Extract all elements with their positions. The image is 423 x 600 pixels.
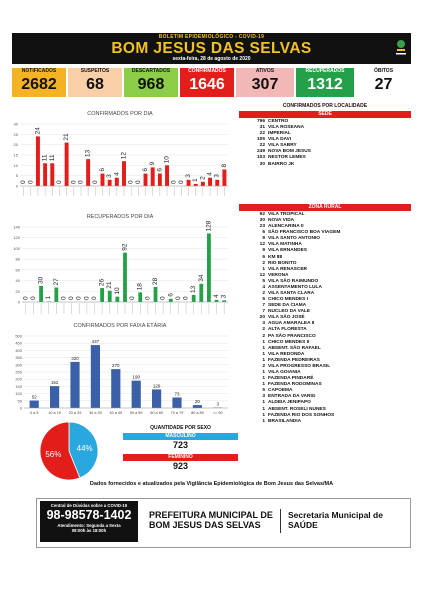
data-label: 0 — [68, 296, 76, 300]
data-label: 0 — [60, 296, 68, 300]
bar — [215, 300, 219, 302]
stat-label: NOTIFICADOS — [21, 68, 57, 74]
x-tick-label: 50 a 59 — [129, 411, 143, 415]
sex-summary-title: QUANTIDADE POR SEXO — [150, 425, 211, 431]
data-label: 3 — [213, 174, 221, 178]
location-name: ABSENT. ROSELI NUNES — [268, 406, 326, 412]
data-label: 0 — [182, 296, 190, 300]
location-count: 1 — [262, 400, 265, 406]
y-tick-label: 10 — [13, 162, 18, 168]
location-name: VILA RENASCER — [268, 266, 308, 272]
location-count: 103 — [256, 155, 265, 161]
city-logo-icon — [394, 37, 408, 59]
female-label: FEMININO — [123, 454, 238, 461]
data-label: 20 — [194, 399, 200, 405]
bulletin-title: BOM JESUS DAS SELVAS — [111, 40, 312, 57]
stat-descartados — [124, 68, 178, 97]
location-name: CENTRO — [268, 119, 289, 124]
location-count: 2 — [262, 363, 265, 369]
data-label: 13 — [190, 285, 198, 294]
data-label: 92 — [121, 243, 129, 251]
y-tick-label: 100 — [15, 391, 22, 397]
bar — [138, 292, 142, 302]
bar — [154, 287, 158, 302]
data-label: 6 — [156, 167, 164, 172]
bar — [108, 291, 112, 302]
stat-value: 68 — [86, 76, 104, 93]
bar — [123, 253, 127, 302]
y-tick-label: 300 — [15, 362, 22, 368]
stat-recuperados — [296, 68, 354, 97]
data-label: 11 — [41, 154, 49, 162]
data-label: 52 — [31, 394, 37, 400]
location-count: 6 — [262, 254, 265, 260]
location-count: 92 — [259, 212, 265, 217]
location-name: NUCLEO DA VALE — [268, 309, 311, 315]
data-label: 0 — [127, 180, 135, 184]
location-name: CHICO MENDES II — [268, 339, 310, 345]
location-count: 1 — [262, 382, 265, 388]
location-name: VILA TROPICAL — [268, 212, 305, 217]
sex-pie-chart — [34, 420, 104, 482]
y-tick-label: 40 — [15, 278, 20, 284]
bar — [187, 180, 191, 186]
secretaria-line2: SAÚDE — [288, 519, 318, 530]
hotline-hours-days: Atendimento: Segunda a Sexta — [57, 523, 121, 528]
location-name: IMPERIAL — [268, 131, 291, 137]
female-value: 923 — [172, 461, 189, 471]
data-label: 3 — [185, 174, 193, 178]
data-label: 10 — [113, 287, 121, 295]
bar — [111, 369, 120, 408]
location-name: FAZENDA RODOMINAS — [268, 382, 322, 388]
sede-list — [239, 119, 411, 168]
data-label: 21 — [63, 133, 71, 141]
bar — [43, 163, 47, 186]
location-row — [239, 419, 411, 425]
location-count: 4 — [262, 284, 265, 290]
location-name: ENTRADA DA VARIG — [268, 394, 316, 400]
location-count: 5 — [262, 278, 265, 284]
location-count: 7 — [262, 309, 265, 315]
data-label: 270 — [112, 363, 120, 369]
location-count: 1 — [262, 412, 265, 418]
location-name: VILA SANTA CLARA — [268, 291, 315, 297]
sex-summary — [123, 425, 238, 475]
y-tick-label: 30 — [13, 121, 18, 127]
stat-label: SUSPEITOS — [80, 68, 110, 74]
data-label: 3 — [220, 294, 228, 299]
data-label: 27 — [52, 278, 60, 286]
location-count: 1 — [262, 266, 265, 272]
confirmed-by-age-chart — [8, 320, 232, 420]
x-tick-label: 30 a 39 — [89, 411, 102, 415]
data-label: 3 — [216, 401, 220, 407]
bar — [222, 169, 226, 186]
bar — [115, 297, 119, 302]
location-count: 1 — [262, 418, 265, 424]
rural-list — [239, 212, 411, 425]
bar — [151, 167, 155, 186]
stat-value: 968 — [137, 76, 165, 93]
y-tick-label: 0 — [15, 183, 18, 189]
y-tick-label: 500 — [15, 333, 22, 339]
locations-title: CONFIRMADOS POR LOCALIDADE — [282, 103, 368, 109]
location-name: CHICO MENDES I — [268, 297, 308, 303]
location-count: 6 — [262, 230, 265, 236]
data-label: 4 — [113, 172, 121, 176]
data-label: 0 — [83, 296, 91, 300]
location-count: 31 — [259, 125, 265, 131]
location-count: 249 — [256, 149, 265, 155]
location-count: 1 — [262, 370, 265, 376]
data-label: 0 — [20, 180, 28, 184]
location-name: VILA ERNANDES — [268, 248, 308, 254]
stat-ativos — [236, 68, 294, 97]
location-count: 22 — [259, 143, 265, 149]
bar — [152, 389, 161, 408]
location-count: 3 — [262, 394, 265, 400]
location-count: 3 — [262, 321, 265, 327]
x-tick-label: 40 a 49 — [109, 411, 123, 415]
location-name: VILA PROGRESSO BRASIL — [268, 363, 331, 369]
prefeitura-line1: PREFEITURA MUNICIPAL DE — [149, 510, 273, 520]
location-count: 1 — [262, 345, 265, 351]
data-label: 11 — [48, 154, 56, 162]
location-count: 1 — [262, 357, 265, 363]
location-count: 1 — [262, 339, 265, 345]
prefeitura-name — [149, 511, 273, 530]
location-count: 1 — [262, 406, 265, 412]
bar — [65, 143, 69, 186]
stat-óbitos — [356, 68, 411, 97]
location-name: KM 88 — [268, 254, 283, 260]
bulletin-header — [12, 33, 411, 64]
stat-value: 1312 — [307, 76, 343, 93]
data-label: 3 — [106, 174, 114, 178]
x-tick-label: 20 a 29 — [68, 411, 82, 415]
data-label: 320 — [71, 355, 79, 361]
y-tick-label: 20 — [15, 288, 20, 294]
data-label: 30 — [37, 276, 45, 284]
sede-header: SEDE — [239, 111, 411, 118]
data-label: 190 — [132, 374, 140, 380]
location-name: CAPOEMA — [268, 388, 293, 394]
data-label: 0 — [129, 296, 137, 300]
location-name: RIO BONITO — [268, 260, 297, 266]
data-label: 1 — [45, 295, 53, 300]
location-name: SEDE DA CIAMA — [268, 303, 307, 309]
y-tick-label: 80 — [15, 256, 20, 262]
y-tick-label: 60 — [15, 267, 20, 273]
location-name: ASSENTAMENTO LULA — [268, 284, 322, 290]
data-label: 152 — [50, 380, 59, 386]
data-label: 28 — [152, 277, 160, 285]
location-name: ALTA FLORESTA — [268, 327, 307, 333]
data-label: 13 — [84, 149, 92, 158]
bar — [50, 386, 59, 408]
bar — [100, 288, 104, 302]
location-name: FAZENDA PEDREIRAS — [268, 357, 320, 363]
location-name: AGUA AMARALEA II — [268, 321, 315, 327]
data-label: 4 — [213, 294, 221, 298]
location-count: 105 — [256, 137, 265, 143]
x-tick-label: 60 a 69 — [150, 411, 163, 415]
location-name: VILA MATINHA — [268, 242, 302, 248]
confirmed-per-day-chart — [8, 108, 232, 198]
data-label: 2 — [199, 176, 207, 180]
bar — [91, 345, 100, 408]
confirmed-by-age-svg — [8, 330, 232, 420]
chart-title: CONFIRMADOS POR DIA — [87, 111, 153, 117]
bar — [39, 286, 43, 302]
bar — [115, 178, 119, 186]
bar — [194, 184, 198, 186]
location-name: NOVA BOM JESUS — [268, 149, 311, 155]
data-label: 0 — [75, 296, 83, 300]
location-name: VILA GOIANIA — [268, 370, 301, 376]
bar — [36, 136, 40, 186]
secretaria-line1: Secretaria Municipal de — [288, 510, 383, 520]
y-tick-label: 150 — [15, 383, 22, 389]
x-tick-label: >= 90 — [212, 411, 223, 415]
location-name: VILA ROSEANA — [268, 125, 305, 131]
location-count: 796 — [256, 119, 265, 124]
bar — [165, 165, 169, 186]
stat-value: 2682 — [21, 76, 57, 93]
stat-suspeitos — [68, 68, 122, 97]
location-name: ABSENT. SÃO RAFAEL — [268, 345, 321, 351]
location-name: BAIRRO JK — [268, 161, 295, 167]
location-count: 1 — [262, 351, 265, 357]
location-count: 5 — [262, 297, 265, 303]
chart-title: CONFIRMADOS POR FAIXA ETÁRIA — [73, 323, 167, 329]
data-label: 9 — [149, 161, 157, 166]
location-name: VERONA — [268, 272, 289, 278]
y-tick-label: 200 — [15, 376, 22, 382]
y-tick-label: 140 — [13, 224, 20, 230]
x-tick-label: 70 a 79 — [170, 411, 184, 415]
location-name: SÃO FRANCISCO BOA VIAGEM — [268, 230, 341, 236]
location-name: VILA SANTO ANTONIO — [268, 236, 320, 242]
male-label: MASCULINO — [123, 433, 238, 440]
location-name: VILA SÃO JOSÉ — [268, 315, 305, 321]
bar — [70, 362, 79, 408]
location-count: 12 — [259, 242, 265, 248]
data-label: 0 — [29, 296, 37, 300]
y-tick-label: 50 — [17, 398, 22, 404]
rural-header: ZONA RURAL — [239, 204, 411, 211]
bar — [132, 381, 141, 408]
y-tick-label: 0 — [17, 299, 20, 305]
location-name: FAZENDA PINDARÉ — [268, 376, 314, 382]
hotline-hours-time: 08:00h às 18:00h — [71, 528, 107, 533]
data-label: 26 — [98, 278, 106, 287]
location-name: VILA SÃO RAIMUNDO — [268, 278, 319, 284]
y-tick-label: 250 — [15, 369, 22, 375]
stat-label: ÓBITOS — [373, 68, 394, 74]
bar — [86, 159, 90, 186]
bar — [101, 174, 105, 186]
data-label: 129 — [152, 383, 161, 389]
data-label: 0 — [77, 180, 85, 184]
sex-pie-svg — [34, 420, 104, 482]
bar — [199, 284, 203, 302]
bar — [172, 397, 181, 408]
y-tick-label: 25 — [13, 131, 18, 137]
stat-label: DESCARTADOS — [131, 68, 171, 74]
location-row — [239, 162, 411, 168]
data-label: 0 — [174, 296, 182, 300]
bar — [144, 174, 148, 186]
location-count: 1 — [262, 376, 265, 382]
y-tick-label: 350 — [15, 355, 22, 361]
location-count: 2 — [262, 327, 265, 333]
location-name: ALENCARINA II — [268, 224, 304, 230]
stat-confirmados — [180, 68, 234, 97]
bar — [108, 180, 112, 186]
data-label: 10 — [163, 156, 171, 164]
data-label: 0 — [70, 180, 78, 184]
hotline-label: Central de Dúvidas sobre a COVID-19 — [50, 503, 128, 508]
stat-label: RECUPERADOS — [305, 68, 345, 74]
prefeitura-line2: BOM JESUS DAS SELVAS — [149, 519, 261, 530]
location-count: 2 — [262, 333, 265, 339]
location-name: PA SÃO FRANCISCO — [268, 333, 316, 339]
stat-value: 307 — [251, 76, 279, 93]
footer-note: Dados fornecidos e atualizados pela Vigilância Epidemiológica de Bom Jesus das Selvas/MA — [89, 481, 334, 487]
secretaria-name — [288, 511, 383, 530]
location-name: BRASILANDIA — [268, 418, 302, 424]
location-count: 9 — [262, 236, 265, 242]
y-tick-label: 5 — [15, 173, 18, 179]
y-tick-label: 0 — [19, 405, 22, 411]
location-name: VILA DAVI — [268, 137, 292, 143]
data-label: 6 — [98, 167, 106, 172]
hotline-hours — [40, 523, 138, 533]
y-tick-label: 15 — [13, 152, 18, 158]
bar — [158, 174, 162, 186]
data-label: 0 — [91, 180, 99, 184]
bar — [193, 405, 202, 408]
bar — [207, 233, 211, 302]
bar — [30, 401, 39, 408]
location-name: VILA REDONDA — [268, 351, 305, 357]
data-label: 18 — [136, 283, 144, 291]
recovered-per-day-chart — [8, 211, 232, 316]
location-name: NESTOR LEMES — [268, 155, 306, 161]
data-label: 0 — [159, 296, 167, 300]
hotline-box — [40, 501, 138, 542]
location-count: 2 — [262, 260, 265, 266]
stat-value: 27 — [374, 76, 393, 93]
data-label: 0 — [134, 180, 142, 184]
data-label: 1 — [192, 178, 200, 182]
data-label: 0 — [177, 180, 185, 184]
data-label: 0 — [170, 180, 178, 184]
data-label: 128 — [205, 221, 213, 232]
data-label: 8 — [220, 163, 228, 168]
data-label: 0 — [22, 296, 30, 300]
stat-label: ATIVOS — [255, 68, 275, 74]
stat-notificados — [12, 68, 66, 97]
pie-percent-label: 56% — [45, 450, 62, 460]
chart-title: RECUPERADOS POR DIA — [86, 214, 154, 220]
data-label: 34 — [197, 274, 205, 282]
data-label: 0 — [55, 180, 63, 184]
confirmed-per-day-svg — [8, 118, 232, 198]
pie-percent-label: 44% — [76, 443, 93, 453]
bulletin-subtitle: BOLETIM EPIDEMIOLÓGICO - COVID-19 — [158, 34, 265, 40]
stat-value: 1646 — [189, 76, 225, 93]
bar — [208, 178, 212, 186]
location-name: VILA SABRY — [268, 143, 297, 149]
y-tick-label: 20 — [13, 142, 18, 148]
y-tick-label: 120 — [13, 235, 20, 241]
bar — [192, 295, 196, 302]
data-label: 4 — [206, 172, 214, 176]
footer-box — [36, 498, 411, 548]
x-tick-label: 0 a 9 — [29, 411, 39, 415]
bar — [122, 161, 126, 186]
data-label: 12 — [120, 151, 128, 160]
location-count: 30 — [259, 161, 265, 167]
stat-label: CONFIRMADOS — [188, 68, 226, 74]
hotline-number[interactable]: 98-98578-1402 — [46, 508, 132, 522]
bar — [50, 163, 54, 186]
data-label: 437 — [91, 339, 100, 345]
data-label: 21 — [106, 281, 114, 289]
location-count: 22 — [259, 131, 265, 137]
location-count: 12 — [259, 272, 265, 278]
x-tick-label: 80 a 89 — [191, 411, 204, 415]
location-count: 23 — [259, 224, 265, 230]
x-tick-label: 10 a 19 — [48, 411, 61, 415]
bar — [201, 182, 205, 186]
data-label: 0 — [144, 296, 152, 300]
male-value: 723 — [172, 440, 189, 450]
data-label: 73 — [174, 391, 180, 397]
location-count: 20 — [259, 315, 265, 321]
y-tick-label: 450 — [15, 340, 22, 346]
y-tick-label: 400 — [15, 347, 22, 353]
location-count: 2 — [262, 291, 265, 297]
bulletin-date: sexta-feira, 28 de agosto de 2020 — [172, 56, 251, 62]
recovered-per-day-svg — [8, 221, 232, 316]
location-name: NOVA VIDA — [268, 218, 295, 224]
location-count: 5 — [262, 388, 265, 394]
y-tick-label: 100 — [13, 245, 20, 251]
location-count: 9 — [262, 248, 265, 254]
location-count: 30 — [259, 218, 265, 224]
bar — [215, 180, 219, 186]
footer-divider — [280, 509, 281, 533]
bar — [169, 299, 173, 302]
location-count: 7 — [262, 303, 265, 309]
data-label: 0 — [27, 180, 35, 184]
data-label: 24 — [34, 127, 42, 135]
location-name: FAZENDA RIO DOS SONHOS — [268, 412, 335, 418]
data-label: 6 — [142, 167, 150, 172]
bar — [54, 288, 58, 302]
data-label: 0 — [90, 296, 98, 300]
data-label: 6 — [167, 293, 175, 297]
location-name: ALDEIA JENIPAPO — [268, 400, 311, 406]
